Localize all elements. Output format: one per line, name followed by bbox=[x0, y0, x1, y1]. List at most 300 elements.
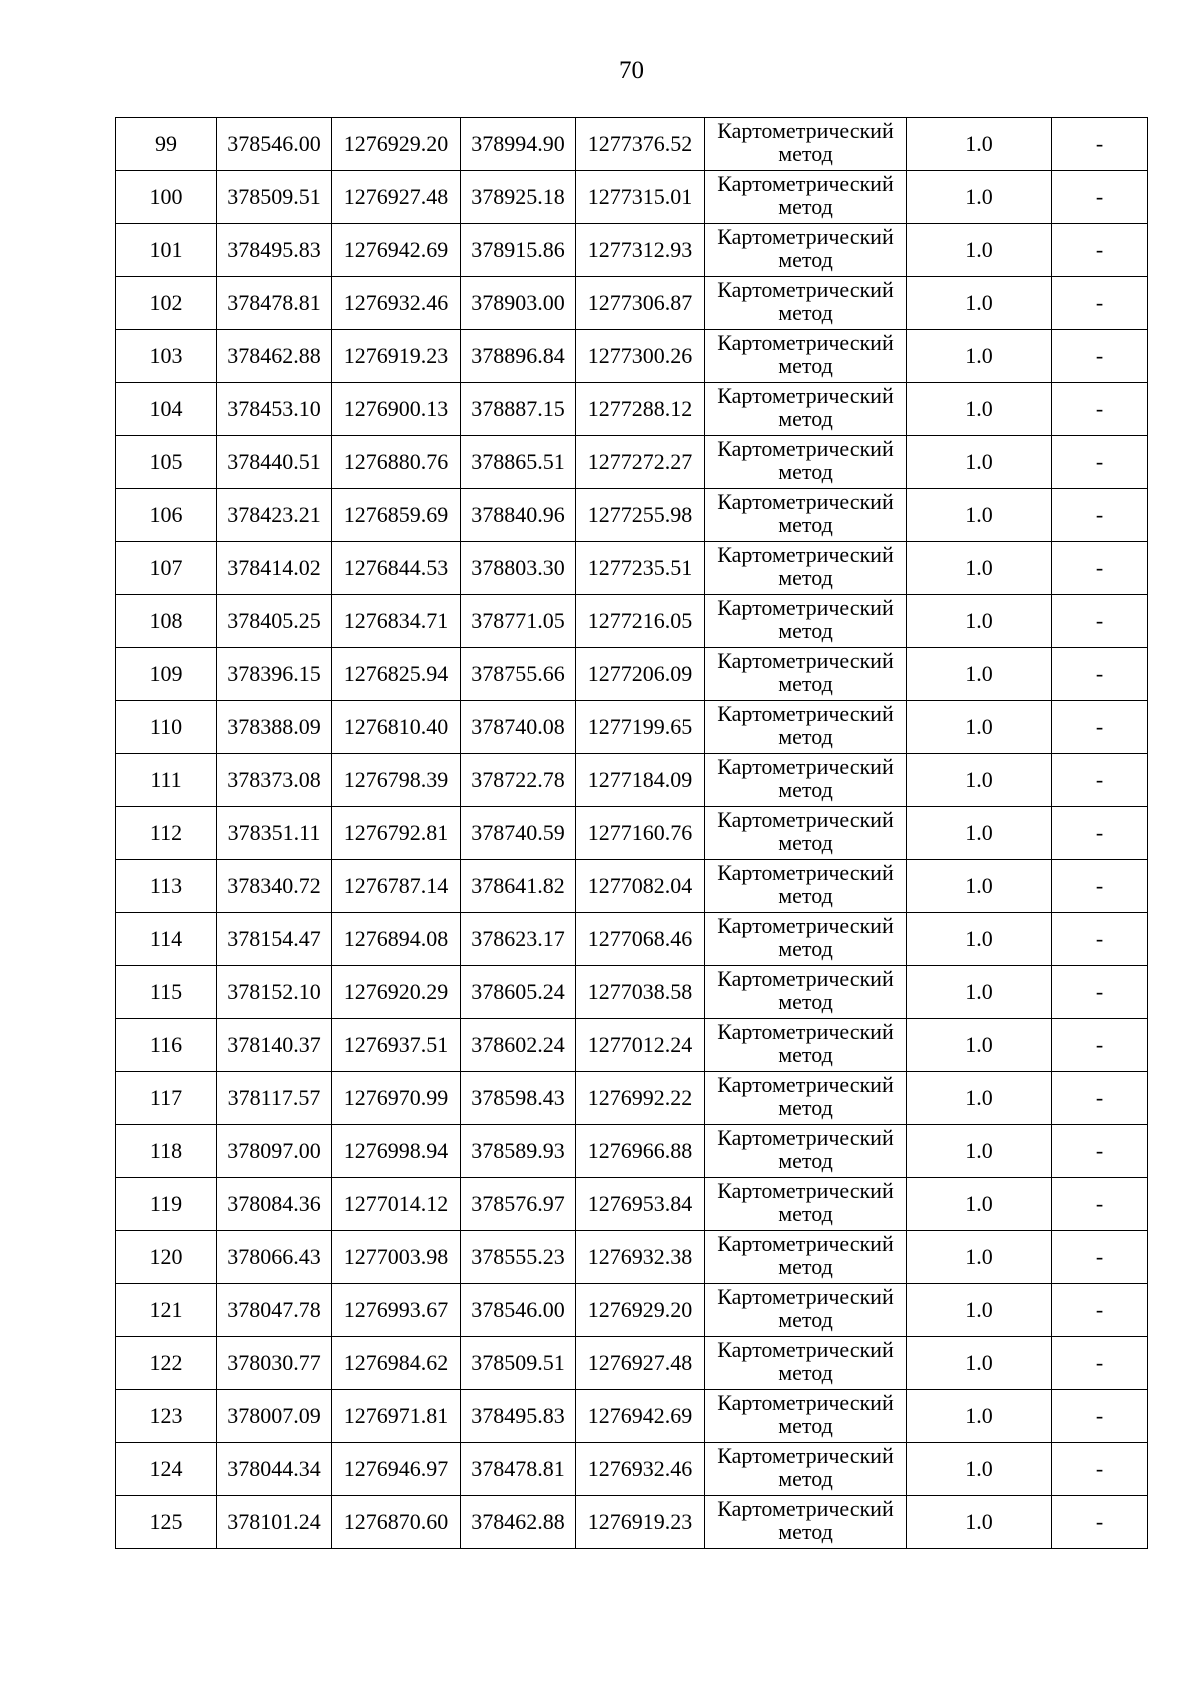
method-line-2: метод bbox=[778, 1519, 833, 1544]
y1-coordinate-cell: 1276900.13 bbox=[332, 383, 461, 436]
y1-coordinate-cell: 1276798.39 bbox=[332, 754, 461, 807]
method-line-1: Картометрический bbox=[717, 1072, 894, 1097]
y1-coordinate-cell: 1277014.12 bbox=[332, 1178, 461, 1231]
note-cell: - bbox=[1052, 436, 1148, 489]
y1-coordinate-cell: 1276810.40 bbox=[332, 701, 461, 754]
table-row bbox=[116, 1443, 1148, 1496]
method-cell bbox=[705, 595, 907, 648]
y2-coordinate-cell: 1276919.23 bbox=[576, 1496, 705, 1549]
note-cell: - bbox=[1052, 807, 1148, 860]
y2-coordinate-cell: 1276932.46 bbox=[576, 1443, 705, 1496]
x1-coordinate-cell: 378546.00 bbox=[217, 118, 332, 171]
method-line-1: Картометрический bbox=[717, 542, 894, 567]
note-cell: - bbox=[1052, 1125, 1148, 1178]
note-cell: - bbox=[1052, 648, 1148, 701]
x2-coordinate-cell: 378915.86 bbox=[461, 224, 576, 277]
method-line-2: метод bbox=[778, 724, 833, 749]
method-line-1: Картометрический bbox=[717, 489, 894, 514]
x2-coordinate-cell: 378740.59 bbox=[461, 807, 576, 860]
method-line-1: Картометрический bbox=[717, 1337, 894, 1362]
point-number-cell: 111 bbox=[116, 754, 217, 807]
table-body bbox=[116, 118, 1148, 1549]
note-cell: - bbox=[1052, 1178, 1148, 1231]
method-cell bbox=[705, 913, 907, 966]
y2-coordinate-cell: 1277255.98 bbox=[576, 489, 705, 542]
method-line-2: метод bbox=[778, 406, 833, 431]
x1-coordinate-cell: 378388.09 bbox=[217, 701, 332, 754]
x1-coordinate-cell: 378101.24 bbox=[217, 1496, 332, 1549]
accuracy-cell: 1.0 bbox=[907, 1496, 1052, 1549]
accuracy-cell: 1.0 bbox=[907, 913, 1052, 966]
method-line-1: Картометрический bbox=[717, 807, 894, 832]
y1-coordinate-cell: 1276870.60 bbox=[332, 1496, 461, 1549]
x1-coordinate-cell: 378152.10 bbox=[217, 966, 332, 1019]
method-line-1: Картометрический bbox=[717, 171, 894, 196]
method-line-1: Картометрический bbox=[717, 648, 894, 673]
method-cell bbox=[705, 754, 907, 807]
note-cell: - bbox=[1052, 701, 1148, 754]
x1-coordinate-cell: 378373.08 bbox=[217, 754, 332, 807]
note-cell: - bbox=[1052, 118, 1148, 171]
table-row bbox=[116, 489, 1148, 542]
y1-coordinate-cell: 1276998.94 bbox=[332, 1125, 461, 1178]
y2-coordinate-cell: 1276953.84 bbox=[576, 1178, 705, 1231]
method-line-2: метод bbox=[778, 300, 833, 325]
table-row bbox=[116, 1284, 1148, 1337]
x1-coordinate-cell: 378340.72 bbox=[217, 860, 332, 913]
x2-coordinate-cell: 378598.43 bbox=[461, 1072, 576, 1125]
table-row bbox=[116, 277, 1148, 330]
note-cell: - bbox=[1052, 171, 1148, 224]
y2-coordinate-cell: 1276992.22 bbox=[576, 1072, 705, 1125]
x2-coordinate-cell: 378495.83 bbox=[461, 1390, 576, 1443]
y2-coordinate-cell: 1276929.20 bbox=[576, 1284, 705, 1337]
x2-coordinate-cell: 378740.08 bbox=[461, 701, 576, 754]
method-cell bbox=[705, 1284, 907, 1337]
point-number-cell: 124 bbox=[116, 1443, 217, 1496]
table-row bbox=[116, 1496, 1148, 1549]
accuracy-cell: 1.0 bbox=[907, 807, 1052, 860]
method-cell bbox=[705, 330, 907, 383]
point-number-cell: 108 bbox=[116, 595, 217, 648]
x2-coordinate-cell: 378840.96 bbox=[461, 489, 576, 542]
point-number-cell: 110 bbox=[116, 701, 217, 754]
method-cell bbox=[705, 648, 907, 701]
x1-coordinate-cell: 378351.11 bbox=[217, 807, 332, 860]
accuracy-cell: 1.0 bbox=[907, 1284, 1052, 1337]
point-number-cell: 103 bbox=[116, 330, 217, 383]
accuracy-cell: 1.0 bbox=[907, 754, 1052, 807]
method-line-1: Картометрический bbox=[717, 383, 894, 408]
method-line-2: метод bbox=[778, 883, 833, 908]
coordinates-table bbox=[115, 117, 1148, 1549]
note-cell: - bbox=[1052, 913, 1148, 966]
table-row bbox=[116, 1019, 1148, 1072]
accuracy-cell: 1.0 bbox=[907, 595, 1052, 648]
method-line-2: метод bbox=[778, 1254, 833, 1279]
note-cell: - bbox=[1052, 224, 1148, 277]
point-number-cell: 122 bbox=[116, 1337, 217, 1390]
method-line-2: метод bbox=[778, 194, 833, 219]
y1-coordinate-cell: 1276937.51 bbox=[332, 1019, 461, 1072]
y2-coordinate-cell: 1277206.09 bbox=[576, 648, 705, 701]
point-number-cell: 116 bbox=[116, 1019, 217, 1072]
method-cell bbox=[705, 966, 907, 1019]
x1-coordinate-cell: 378453.10 bbox=[217, 383, 332, 436]
y1-coordinate-cell: 1276844.53 bbox=[332, 542, 461, 595]
point-number-cell: 123 bbox=[116, 1390, 217, 1443]
method-line-2: метод bbox=[778, 247, 833, 272]
method-cell bbox=[705, 701, 907, 754]
point-number-cell: 117 bbox=[116, 1072, 217, 1125]
method-cell bbox=[705, 1337, 907, 1390]
method-cell bbox=[705, 1072, 907, 1125]
method-cell bbox=[705, 383, 907, 436]
method-line-2: метод bbox=[778, 671, 833, 696]
method-line-1: Картометрический bbox=[717, 860, 894, 885]
x2-coordinate-cell: 378641.82 bbox=[461, 860, 576, 913]
method-line-2: метод bbox=[778, 830, 833, 855]
method-cell bbox=[705, 1496, 907, 1549]
point-number-cell: 118 bbox=[116, 1125, 217, 1178]
method-line-2: метод bbox=[778, 618, 833, 643]
y1-coordinate-cell: 1276946.97 bbox=[332, 1443, 461, 1496]
accuracy-cell: 1.0 bbox=[907, 860, 1052, 913]
method-line-2: метод bbox=[778, 1360, 833, 1385]
y2-coordinate-cell: 1277082.04 bbox=[576, 860, 705, 913]
x1-coordinate-cell: 378154.47 bbox=[217, 913, 332, 966]
y1-coordinate-cell: 1276942.69 bbox=[332, 224, 461, 277]
y2-coordinate-cell: 1277160.76 bbox=[576, 807, 705, 860]
method-line-1: Картометрический bbox=[717, 118, 894, 143]
method-line-2: метод bbox=[778, 1201, 833, 1226]
method-cell bbox=[705, 489, 907, 542]
x2-coordinate-cell: 378755.66 bbox=[461, 648, 576, 701]
x2-coordinate-cell: 378903.00 bbox=[461, 277, 576, 330]
method-line-1: Картометрический bbox=[717, 277, 894, 302]
y1-coordinate-cell: 1276970.99 bbox=[332, 1072, 461, 1125]
accuracy-cell: 1.0 bbox=[907, 436, 1052, 489]
point-number-cell: 125 bbox=[116, 1496, 217, 1549]
y1-coordinate-cell: 1276792.81 bbox=[332, 807, 461, 860]
x1-coordinate-cell: 378396.15 bbox=[217, 648, 332, 701]
method-cell bbox=[705, 1231, 907, 1284]
point-number-cell: 105 bbox=[116, 436, 217, 489]
x2-coordinate-cell: 378722.78 bbox=[461, 754, 576, 807]
y2-coordinate-cell: 1276966.88 bbox=[576, 1125, 705, 1178]
y1-coordinate-cell: 1276927.48 bbox=[332, 171, 461, 224]
method-line-2: метод bbox=[778, 777, 833, 802]
table-row bbox=[116, 436, 1148, 489]
method-line-2: метод bbox=[778, 1042, 833, 1067]
accuracy-cell: 1.0 bbox=[907, 1019, 1052, 1072]
method-line-1: Картометрический bbox=[717, 1390, 894, 1415]
method-line-2: метод bbox=[778, 989, 833, 1014]
method-line-1: Картометрический bbox=[717, 1178, 894, 1203]
point-number-cell: 104 bbox=[116, 383, 217, 436]
y2-coordinate-cell: 1277199.65 bbox=[576, 701, 705, 754]
y2-coordinate-cell: 1277288.12 bbox=[576, 383, 705, 436]
x1-coordinate-cell: 378405.25 bbox=[217, 595, 332, 648]
accuracy-cell: 1.0 bbox=[907, 1443, 1052, 1496]
y1-coordinate-cell: 1276932.46 bbox=[332, 277, 461, 330]
method-line-1: Картометрический bbox=[717, 1284, 894, 1309]
accuracy-cell: 1.0 bbox=[907, 330, 1052, 383]
y1-coordinate-cell: 1276894.08 bbox=[332, 913, 461, 966]
y2-coordinate-cell: 1277306.87 bbox=[576, 277, 705, 330]
note-cell: - bbox=[1052, 277, 1148, 330]
accuracy-cell: 1.0 bbox=[907, 1072, 1052, 1125]
accuracy-cell: 1.0 bbox=[907, 1337, 1052, 1390]
accuracy-cell: 1.0 bbox=[907, 277, 1052, 330]
y2-coordinate-cell: 1277315.01 bbox=[576, 171, 705, 224]
note-cell: - bbox=[1052, 860, 1148, 913]
method-cell bbox=[705, 1390, 907, 1443]
y2-coordinate-cell: 1276927.48 bbox=[576, 1337, 705, 1390]
accuracy-cell: 1.0 bbox=[907, 542, 1052, 595]
table-row bbox=[116, 595, 1148, 648]
method-cell bbox=[705, 860, 907, 913]
point-number-cell: 114 bbox=[116, 913, 217, 966]
y2-coordinate-cell: 1277312.93 bbox=[576, 224, 705, 277]
point-number-cell: 112 bbox=[116, 807, 217, 860]
accuracy-cell: 1.0 bbox=[907, 701, 1052, 754]
x1-coordinate-cell: 378030.77 bbox=[217, 1337, 332, 1390]
y2-coordinate-cell: 1277216.05 bbox=[576, 595, 705, 648]
point-number-cell: 107 bbox=[116, 542, 217, 595]
x1-coordinate-cell: 378462.88 bbox=[217, 330, 332, 383]
note-cell: - bbox=[1052, 754, 1148, 807]
table-row bbox=[116, 118, 1148, 171]
accuracy-cell: 1.0 bbox=[907, 171, 1052, 224]
method-line-2: метод bbox=[778, 141, 833, 166]
y1-coordinate-cell: 1276993.67 bbox=[332, 1284, 461, 1337]
x2-coordinate-cell: 378509.51 bbox=[461, 1337, 576, 1390]
method-line-2: метод bbox=[778, 1466, 833, 1491]
note-cell: - bbox=[1052, 966, 1148, 1019]
table-row bbox=[116, 542, 1148, 595]
x1-coordinate-cell: 378117.57 bbox=[217, 1072, 332, 1125]
note-cell: - bbox=[1052, 383, 1148, 436]
x2-coordinate-cell: 378865.51 bbox=[461, 436, 576, 489]
x2-coordinate-cell: 378602.24 bbox=[461, 1019, 576, 1072]
y1-coordinate-cell: 1276919.23 bbox=[332, 330, 461, 383]
method-line-2: метод bbox=[778, 1307, 833, 1332]
y1-coordinate-cell: 1276880.76 bbox=[332, 436, 461, 489]
method-line-2: метод bbox=[778, 1413, 833, 1438]
y2-coordinate-cell: 1277376.52 bbox=[576, 118, 705, 171]
y2-coordinate-cell: 1276942.69 bbox=[576, 1390, 705, 1443]
table-row bbox=[116, 807, 1148, 860]
note-cell: - bbox=[1052, 1072, 1148, 1125]
y1-coordinate-cell: 1276787.14 bbox=[332, 860, 461, 913]
method-cell bbox=[705, 542, 907, 595]
x1-coordinate-cell: 378440.51 bbox=[217, 436, 332, 489]
point-number-cell: 109 bbox=[116, 648, 217, 701]
method-line-1: Картометрический bbox=[717, 754, 894, 779]
point-number-cell: 121 bbox=[116, 1284, 217, 1337]
accuracy-cell: 1.0 bbox=[907, 224, 1052, 277]
point-number-cell: 113 bbox=[116, 860, 217, 913]
x1-coordinate-cell: 378509.51 bbox=[217, 171, 332, 224]
x2-coordinate-cell: 378994.90 bbox=[461, 118, 576, 171]
x1-coordinate-cell: 378066.43 bbox=[217, 1231, 332, 1284]
accuracy-cell: 1.0 bbox=[907, 1178, 1052, 1231]
note-cell: - bbox=[1052, 1284, 1148, 1337]
note-cell: - bbox=[1052, 489, 1148, 542]
method-cell bbox=[705, 436, 907, 489]
y1-coordinate-cell: 1276971.81 bbox=[332, 1390, 461, 1443]
table-row bbox=[116, 701, 1148, 754]
note-cell: - bbox=[1052, 542, 1148, 595]
accuracy-cell: 1.0 bbox=[907, 383, 1052, 436]
y1-coordinate-cell: 1276929.20 bbox=[332, 118, 461, 171]
y2-coordinate-cell: 1277235.51 bbox=[576, 542, 705, 595]
note-cell: - bbox=[1052, 1337, 1148, 1390]
point-number-cell: 100 bbox=[116, 171, 217, 224]
point-number-cell: 119 bbox=[116, 1178, 217, 1231]
accuracy-cell: 1.0 bbox=[907, 1125, 1052, 1178]
method-cell bbox=[705, 1125, 907, 1178]
x1-coordinate-cell: 378414.02 bbox=[217, 542, 332, 595]
accuracy-cell: 1.0 bbox=[907, 1231, 1052, 1284]
x1-coordinate-cell: 378047.78 bbox=[217, 1284, 332, 1337]
table-row bbox=[116, 224, 1148, 277]
y1-coordinate-cell: 1277003.98 bbox=[332, 1231, 461, 1284]
y2-coordinate-cell: 1277038.58 bbox=[576, 966, 705, 1019]
y2-coordinate-cell: 1277012.24 bbox=[576, 1019, 705, 1072]
point-number-cell: 102 bbox=[116, 277, 217, 330]
table-row bbox=[116, 383, 1148, 436]
point-number-cell: 99 bbox=[116, 118, 217, 171]
table-row bbox=[116, 1337, 1148, 1390]
method-line-1: Картометрический bbox=[717, 330, 894, 355]
y1-coordinate-cell: 1276834.71 bbox=[332, 595, 461, 648]
x2-coordinate-cell: 378546.00 bbox=[461, 1284, 576, 1337]
y1-coordinate-cell: 1276825.94 bbox=[332, 648, 461, 701]
method-line-2: метод bbox=[778, 565, 833, 590]
accuracy-cell: 1.0 bbox=[907, 118, 1052, 171]
method-line-2: метод bbox=[778, 1148, 833, 1173]
x2-coordinate-cell: 378478.81 bbox=[461, 1443, 576, 1496]
table-row bbox=[116, 1231, 1148, 1284]
method-line-1: Картометрический bbox=[717, 701, 894, 726]
y1-coordinate-cell: 1276984.62 bbox=[332, 1337, 461, 1390]
method-line-1: Картометрический bbox=[717, 1125, 894, 1150]
method-line-1: Картометрический bbox=[717, 1231, 894, 1256]
point-number-cell: 115 bbox=[116, 966, 217, 1019]
method-line-2: метод bbox=[778, 1095, 833, 1120]
method-line-2: метод bbox=[778, 936, 833, 961]
table-row bbox=[116, 1072, 1148, 1125]
x2-coordinate-cell: 378589.93 bbox=[461, 1125, 576, 1178]
x2-coordinate-cell: 378576.97 bbox=[461, 1178, 576, 1231]
page-number: 70 bbox=[619, 57, 644, 84]
x2-coordinate-cell: 378771.05 bbox=[461, 595, 576, 648]
accuracy-cell: 1.0 bbox=[907, 966, 1052, 1019]
y1-coordinate-cell: 1276920.29 bbox=[332, 966, 461, 1019]
y2-coordinate-cell: 1276932.38 bbox=[576, 1231, 705, 1284]
x2-coordinate-cell: 378896.84 bbox=[461, 330, 576, 383]
x1-coordinate-cell: 378478.81 bbox=[217, 277, 332, 330]
x1-coordinate-cell: 378007.09 bbox=[217, 1390, 332, 1443]
x2-coordinate-cell: 378803.30 bbox=[461, 542, 576, 595]
method-cell bbox=[705, 224, 907, 277]
method-line-1: Картометрический bbox=[717, 913, 894, 938]
note-cell: - bbox=[1052, 1019, 1148, 1072]
method-line-2: метод bbox=[778, 512, 833, 537]
method-line-1: Картометрический bbox=[717, 224, 894, 249]
table-row bbox=[116, 860, 1148, 913]
method-cell bbox=[705, 171, 907, 224]
x2-coordinate-cell: 378462.88 bbox=[461, 1496, 576, 1549]
table-row bbox=[116, 1390, 1148, 1443]
y2-coordinate-cell: 1277272.27 bbox=[576, 436, 705, 489]
x1-coordinate-cell: 378495.83 bbox=[217, 224, 332, 277]
y2-coordinate-cell: 1277300.26 bbox=[576, 330, 705, 383]
method-line-2: метод bbox=[778, 459, 833, 484]
table-row bbox=[116, 648, 1148, 701]
accuracy-cell: 1.0 bbox=[907, 489, 1052, 542]
method-line-1: Картометрический bbox=[717, 1019, 894, 1044]
method-cell bbox=[705, 277, 907, 330]
table-row bbox=[116, 1178, 1148, 1231]
table-row bbox=[116, 330, 1148, 383]
method-cell bbox=[705, 1443, 907, 1496]
method-cell bbox=[705, 807, 907, 860]
method-line-1: Картометрический bbox=[717, 966, 894, 991]
note-cell: - bbox=[1052, 595, 1148, 648]
table-row bbox=[116, 913, 1148, 966]
x2-coordinate-cell: 378925.18 bbox=[461, 171, 576, 224]
y2-coordinate-cell: 1277068.46 bbox=[576, 913, 705, 966]
accuracy-cell: 1.0 bbox=[907, 1390, 1052, 1443]
table-row bbox=[116, 754, 1148, 807]
note-cell: - bbox=[1052, 330, 1148, 383]
table-row bbox=[116, 966, 1148, 1019]
note-cell: - bbox=[1052, 1231, 1148, 1284]
method-line-1: Картометрический bbox=[717, 436, 894, 461]
x2-coordinate-cell: 378623.17 bbox=[461, 913, 576, 966]
x2-coordinate-cell: 378555.23 bbox=[461, 1231, 576, 1284]
y2-coordinate-cell: 1277184.09 bbox=[576, 754, 705, 807]
note-cell: - bbox=[1052, 1390, 1148, 1443]
method-cell bbox=[705, 118, 907, 171]
table-row bbox=[116, 171, 1148, 224]
x1-coordinate-cell: 378044.34 bbox=[217, 1443, 332, 1496]
method-line-1: Картометрический bbox=[717, 1496, 894, 1521]
x2-coordinate-cell: 378887.15 bbox=[461, 383, 576, 436]
method-line-1: Картометрический bbox=[717, 595, 894, 620]
accuracy-cell: 1.0 bbox=[907, 648, 1052, 701]
y1-coordinate-cell: 1276859.69 bbox=[332, 489, 461, 542]
method-cell bbox=[705, 1019, 907, 1072]
table-row bbox=[116, 1125, 1148, 1178]
x1-coordinate-cell: 378423.21 bbox=[217, 489, 332, 542]
method-line-1: Картометрический bbox=[717, 1443, 894, 1468]
method-line-2: метод bbox=[778, 353, 833, 378]
note-cell: - bbox=[1052, 1443, 1148, 1496]
point-number-cell: 120 bbox=[116, 1231, 217, 1284]
x1-coordinate-cell: 378140.37 bbox=[217, 1019, 332, 1072]
x2-coordinate-cell: 378605.24 bbox=[461, 966, 576, 1019]
x1-coordinate-cell: 378084.36 bbox=[217, 1178, 332, 1231]
point-number-cell: 106 bbox=[116, 489, 217, 542]
method-cell bbox=[705, 1178, 907, 1231]
x1-coordinate-cell: 378097.00 bbox=[217, 1125, 332, 1178]
note-cell: - bbox=[1052, 1496, 1148, 1549]
point-number-cell: 101 bbox=[116, 224, 217, 277]
